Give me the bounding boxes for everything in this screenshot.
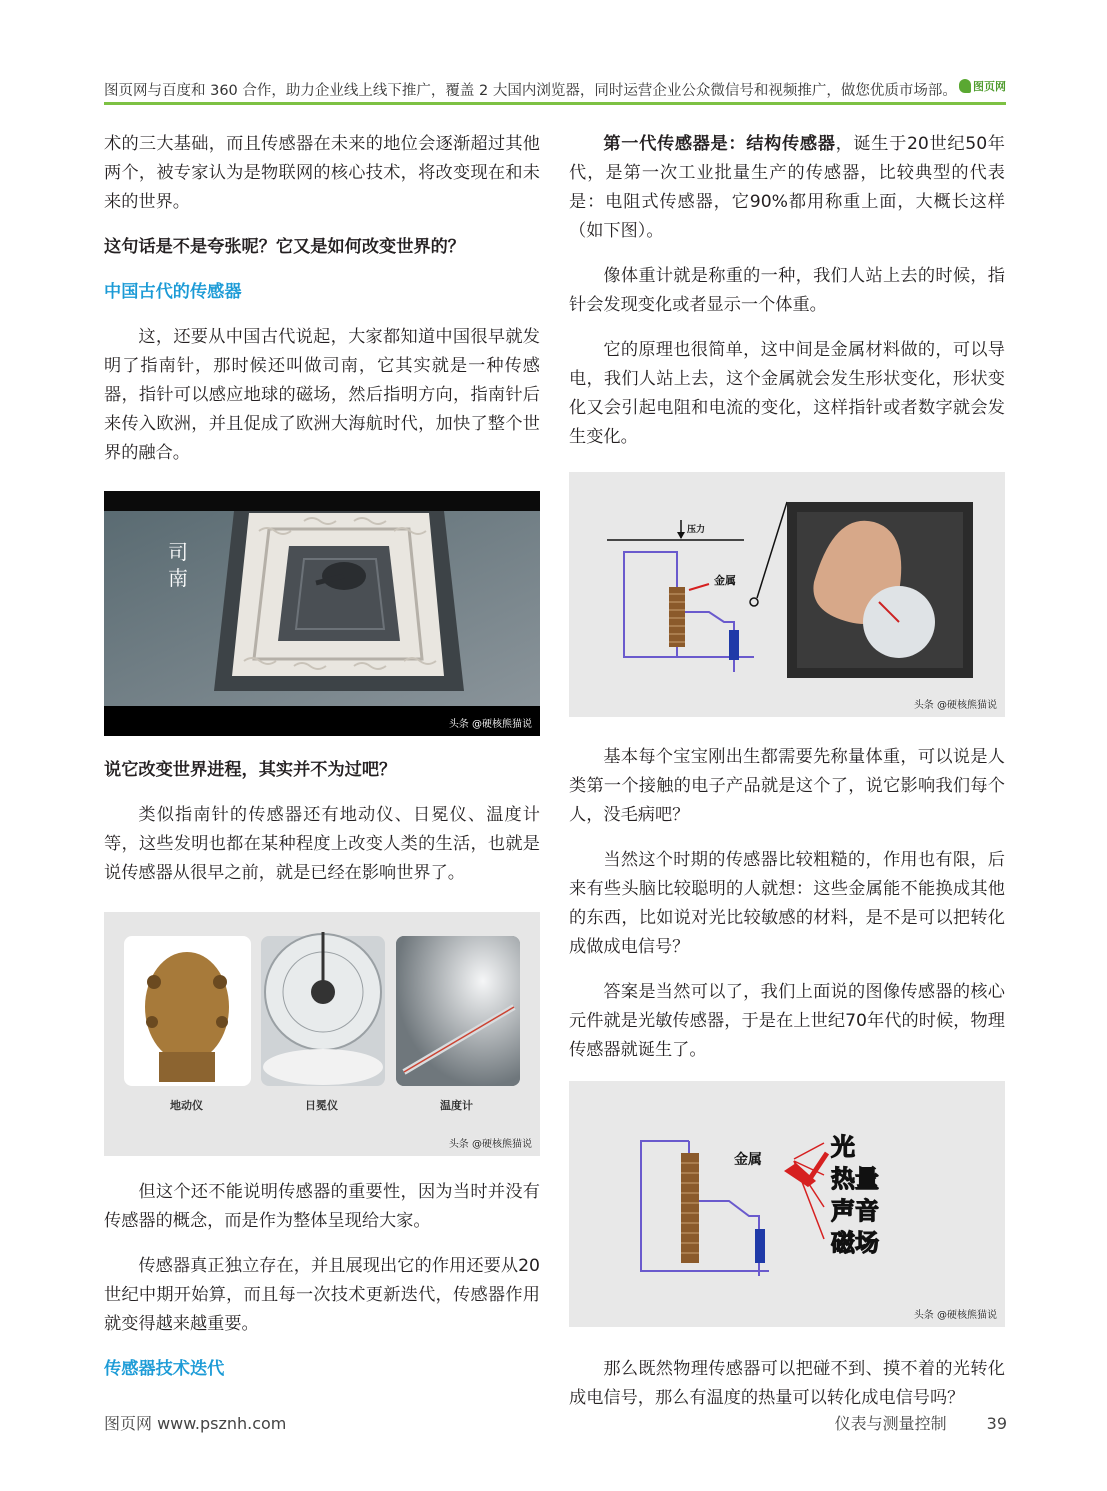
paragraph: 那么既然物理传感器可以把碰不到、摸不着的光转化成电信号，那么有温度的热量可以转化成电信号吗？	[569, 1359, 1005, 1408]
paragraph: 当然这个时期的传感器比较粗糙的，作用也有限，后来有些头脑比较聪明的人就想：这些金属能不能换成其他的东西，比如说对光比较敏感的材料，是不是可以把转化成做成电信号？	[569, 850, 1005, 957]
metal-label: 金属	[714, 574, 736, 587]
caption-thermometer: 温度计	[440, 1099, 473, 1112]
footer-site: 图页网 www.psznh.com	[104, 1414, 287, 1433]
watermark: 头条 @硬核熊猫说	[448, 1139, 532, 1150]
caption-sundial: 日冕仪	[305, 1099, 338, 1112]
caption-seismograph: 地动仪	[170, 1099, 203, 1112]
section-heading: 中国古代的传感器	[104, 282, 242, 302]
paragraph: 传感器真正独立存在，并且展现出它的作用还要从20世纪中期开始算，而且每一次技术更新迭代，传感器作用就变得越来越重要。	[104, 1256, 540, 1334]
metal-label: 金属	[734, 1152, 762, 1168]
paragraph: 答案是当然可以了，我们上面说的图像传感器的核心元件就是光敏传感器，于是在上世纪70年代的时候，物理传感器就诞生了。	[569, 982, 1005, 1060]
watermark: 头条 @硬核熊猫说	[448, 719, 532, 730]
resistive-sensor-figure	[569, 472, 1005, 717]
paragraph: 基本每个宝宝刚出生都需要先称量体重，可以说是人类第一个接触的电子产品就是这个了，说它影响我们每个人，没毛病吧？	[569, 747, 1005, 825]
pressure-label: 压力	[687, 525, 706, 535]
watermark: 头条 @硬核熊猫说	[913, 1310, 997, 1321]
paragraph: 它的原理也很简单，这中间是金属材料做的，可以导电，我们人站上去，这个金属就会发生形状变化，形状变化又会引起电阻和电流的变化，这样指针或者数字就会发生变化。	[569, 340, 1005, 447]
section-heading: 传感器技术迭代	[104, 1359, 225, 1379]
logo-text: 图页网	[973, 80, 1006, 93]
option-light: 光	[831, 1133, 855, 1161]
watermark: 头条 @硬核熊猫说	[913, 700, 997, 711]
option-sound: 声音	[831, 1197, 879, 1225]
paragraph: 类似指南针的传感器还有地动仪、日冕仪、温度计等，这些发明也都在某种程度上改变人类的生活，也就是说传感器从很早之前，就是已经在影响世界了。	[104, 805, 540, 883]
paragraph: 术的三大基础，而且传感器在未来的地位会逐渐超过其他两个，被专家认为是物联网的核心技术，将改变现在和未来的世界。	[104, 134, 540, 212]
page-header	[104, 76, 1006, 102]
option-heat: 热量	[831, 1165, 879, 1193]
magazine-title: 仪表与测量控制	[834, 1414, 947, 1433]
header-logo	[959, 78, 1006, 94]
question-heading: 说它改变世界进程，其实并不为过吧？	[104, 760, 397, 780]
sinan-figure	[104, 491, 540, 736]
paragraph: 像体重计就是称重的一种，我们人站上去的时候，指针会发现变化或者显示一个体重。	[569, 266, 1005, 315]
instruments-image	[104, 912, 540, 1156]
sinan-image	[104, 491, 540, 736]
physical-sensor-figure	[569, 1081, 1005, 1327]
bold-lead: 第一代传感器是：结构传感器	[603, 134, 836, 154]
question-heading: 这句话是不是夸张呢？它又是如何改变世界的？	[104, 237, 465, 257]
paragraph	[569, 130, 1005, 246]
leaf-icon	[959, 79, 971, 93]
option-magnetic: 磁场	[831, 1229, 879, 1257]
circuit-image	[569, 472, 1005, 717]
paragraph: 这，还要从中国古代说起，大家都知道中国很早就发明了指南针，那时候还叫做司南，它其实就是一种传感器，指针可以感应地球的磁场，然后指明方向，指南针后来传入欧洲，并且促成了欧洲大海航时代，加快了整个世界的融合。	[104, 327, 540, 463]
physical-sensor-image	[569, 1081, 1005, 1327]
header-rule	[104, 102, 1006, 105]
footer-right	[795, 1411, 1007, 1434]
header-text: 图页网与百度和 360 合作，助力企业线上线下推广，覆盖 2 大国内浏览器，同时运营企业公众微信号和视频推广，做您优质市场部。	[104, 83, 957, 99]
page-number: 39	[986, 1414, 1007, 1433]
paragraph-rest: ，诞生于20世纪50年代，是第一次工业批量生产的传感器，比较典型的代表是：电阻式传感器，它90%都用称重上面，大概长这样（如下图）。	[569, 134, 1005, 241]
left-column	[104, 130, 540, 1384]
paragraph: 但这个还不能说明传感器的重要性，因为当时并没有传感器的概念，而是作为整体呈现给大家。	[104, 1182, 540, 1231]
sinan-label: 司南	[168, 540, 188, 590]
right-column	[569, 130, 1005, 1413]
ancient-instruments-figure	[104, 912, 540, 1156]
